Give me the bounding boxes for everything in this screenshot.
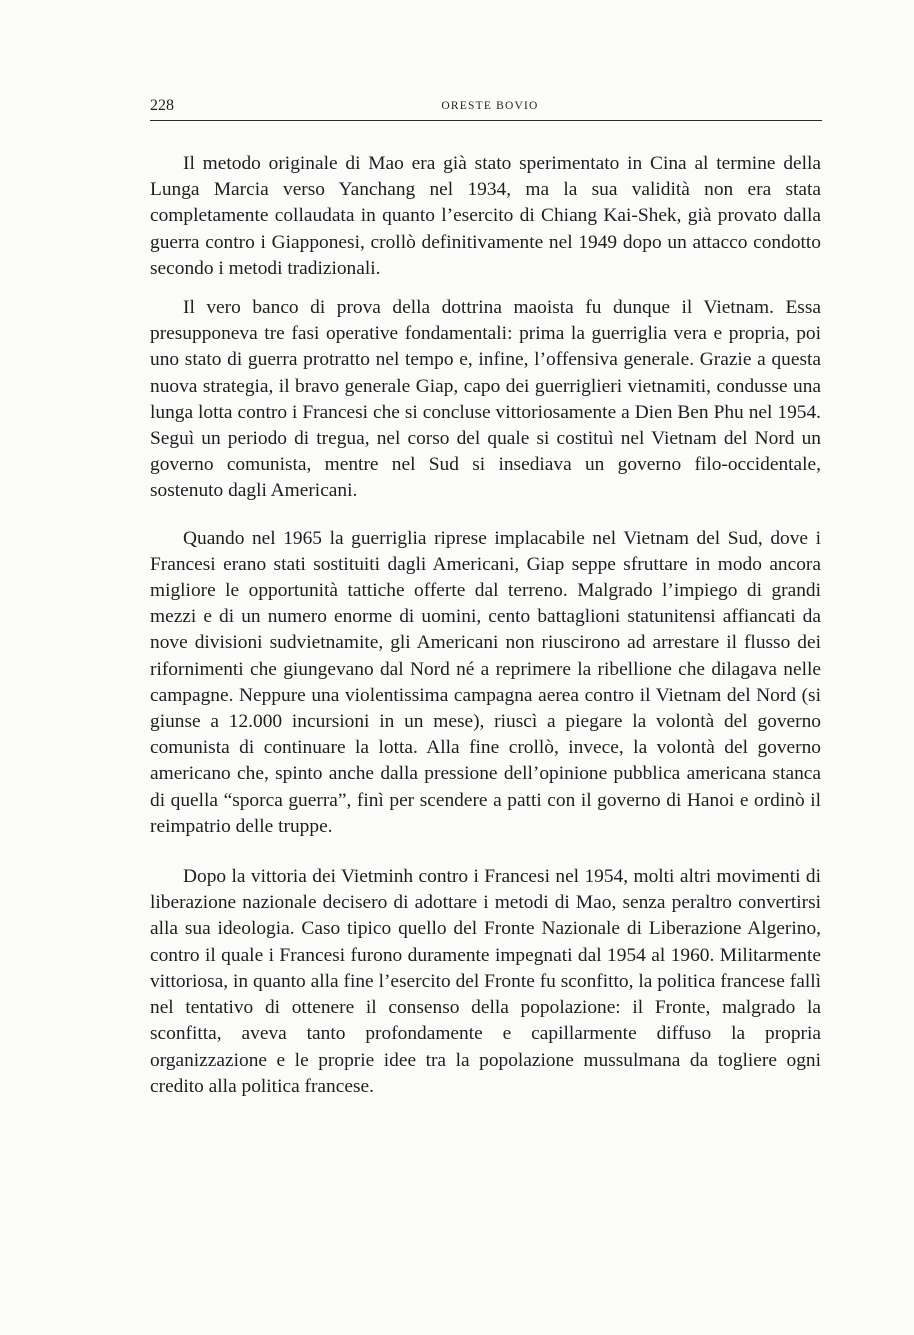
paragraph-1965-guerrilla: Quando nel 1965 la guerriglia riprese implacabile nel Vietnam del Sud, dove i Francesi erano stati sostituiti dagli Americani, Giap seppe sfruttare in modo ancora migliore le opportunità tattiche offerte dal terreno. Malgrado l’impiego di grandi mezzi e di un numero enorme di uomini, cento battaglioni statunitensi affiancati da nove divisioni sudvietnamite, gli Americani non riuscirono ad arrestare il flusso dei rifornimenti che giungevano dal Nord né a reprimere la ribellione che dilagava nelle campagne. Neppure una violentissima campagna aerea contro il Vietnam del Nord (si giunse a 12.000 incursioni in un mese), riuscì a piegare la volontà del governo comunista di continuare la lotta. Alla fine crollò, invece, la volontà del governo americano che, spinto anche dalla pressione dell’opinione pubblica americana stanca di quella “sporca guerra”, finì per scendere a patti con il governo di Hanoi e ordinò il reimpatrio delle truppe. — [150, 527, 821, 837]
paragraph-vietnam-test: Il vero banco di prova della dottrina maoista fu dunque il Vietnam. Essa presupponeva tre fasi operative fondamentali: prima la guerriglia vera e propria, poi uno stato di guerra protratto nel tempo e, infine, l’offensiva generale. Grazie a questa nuova strategia, il bravo generale Giap, capo dei guerriglieri vietnamiti, condusse una lunga lotta contro i Francesi che si concluse vittoriosamente a Dien Ben Phu nel 1954. Seguì un periodo di tregua, nel corso del quale si costituì nel Vietnam del Nord un governo comunista, mentre nel Sud si insediava un governo filo-occidentale, sostenuto dagli Americani. — [150, 297, 821, 502]
paragraph-mao-method: Il metodo originale di Mao era già stato sperimentato in Cina al termine della Lunga Marcia verso Yanchang nel 1934, ma la sua validità non era stata completamente collaudata in quanto l’esercito di Chiang Kai-Shek, già provato dalla guerra contro i Giapponesi, crollò definitivamente nel 1949 dopo un attacco condotto secondo i metodi tradizionali. — [150, 153, 821, 279]
running-head: ORESTE BOVIO — [441, 100, 539, 112]
page-header — [150, 96, 822, 118]
page-number: 228 — [150, 97, 174, 114]
body-text — [150, 151, 821, 1100]
header-rule — [150, 120, 822, 121]
paragraph-liberation-movements: Dopo la vittoria dei Vietminh contro i Francesi nel 1954, molti altri movimenti di liberazione nazionale decisero di adottare i metodi di Mao, senza peraltro convertirsi alla sua ideologia. Caso tipico quello del Fronte Nazionale di Liberazione Algerino, contro il quale i Francesi furono duramente impegnati dal 1954 al 1960. Militarmente vittoriosa, in quanto alla fine l’esercito del Fronte fu sconfitto, la politica francese fallì nel tentativo di ottenere il consenso della popolazione: il Fronte, malgrado la sconfitta, aveva tanto profondamente e capillarmente diffuso la propria organizzazione e le proprie idee tra la popolazione mussulmana da togliere ogni credito alla politica francese. — [150, 866, 821, 1097]
